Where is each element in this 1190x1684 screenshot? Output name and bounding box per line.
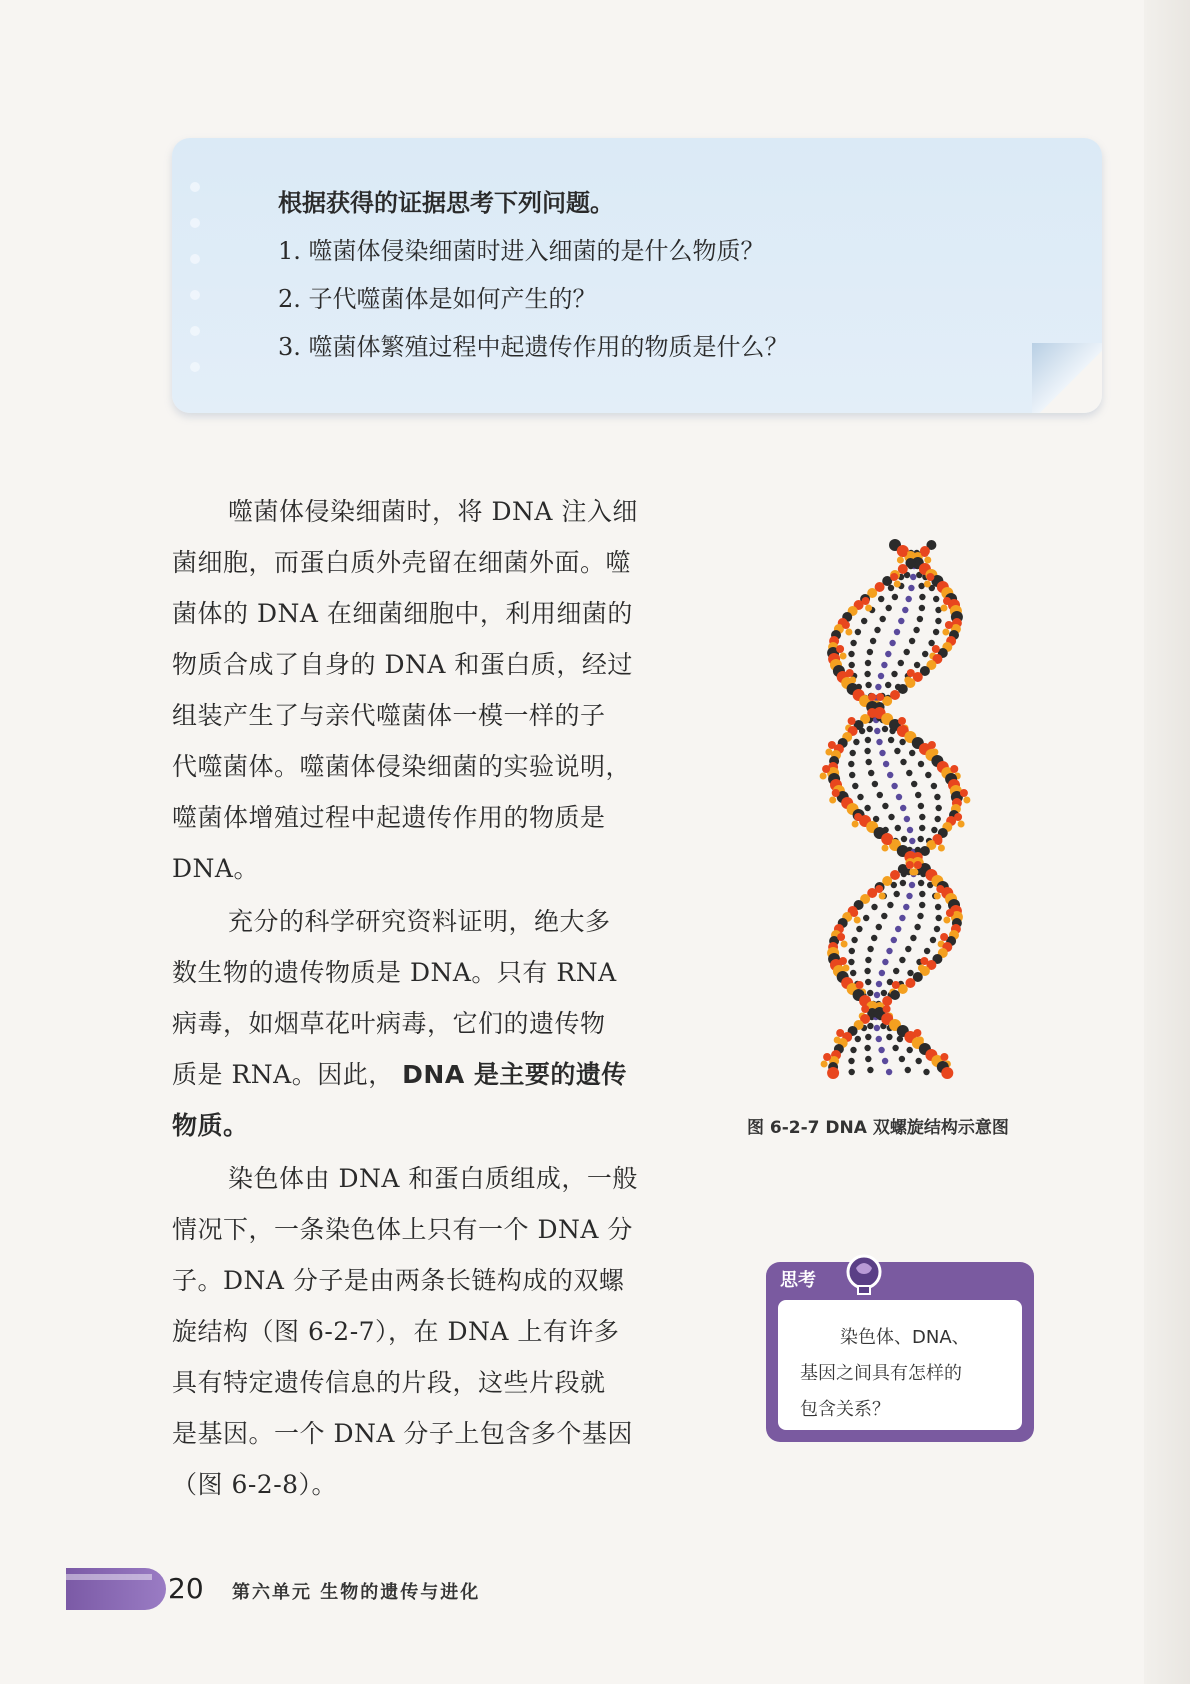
atom xyxy=(850,970,856,976)
atom xyxy=(879,970,885,976)
paragraph-1 xyxy=(172,486,656,894)
atom xyxy=(849,772,855,778)
atom xyxy=(898,618,904,624)
atom xyxy=(866,759,872,765)
atom xyxy=(839,957,847,965)
atom xyxy=(910,574,916,580)
atom xyxy=(918,836,924,842)
atom xyxy=(913,1029,921,1037)
atom xyxy=(906,861,914,869)
atom xyxy=(888,585,894,591)
atom xyxy=(867,649,873,655)
atom xyxy=(935,618,941,624)
atom xyxy=(865,605,872,612)
atom xyxy=(907,669,915,677)
atom xyxy=(919,605,925,611)
atom xyxy=(856,926,862,932)
atom xyxy=(881,662,887,668)
atom xyxy=(900,880,906,886)
question-box xyxy=(172,138,1102,413)
atom xyxy=(934,794,940,800)
footer-bar xyxy=(66,1568,166,1610)
atom xyxy=(941,605,948,612)
atom xyxy=(928,640,934,646)
atom xyxy=(940,1053,948,1061)
atom xyxy=(894,629,900,635)
atom xyxy=(822,765,830,773)
atom xyxy=(867,990,873,996)
atom xyxy=(868,693,876,701)
atom xyxy=(854,917,861,924)
atom xyxy=(900,805,906,811)
atom xyxy=(954,813,962,821)
atom xyxy=(921,549,929,557)
atom xyxy=(840,653,847,660)
atom xyxy=(909,869,916,876)
question-intro: 根据获得的证据思考下列问题。 xyxy=(278,189,614,217)
atom xyxy=(886,1034,892,1040)
atom xyxy=(863,915,869,921)
atom xyxy=(915,792,921,798)
atom xyxy=(836,645,844,653)
atom xyxy=(827,1067,839,1079)
atom xyxy=(874,728,880,734)
atom xyxy=(918,880,924,886)
atom xyxy=(891,783,897,789)
atom xyxy=(848,651,854,657)
atom xyxy=(942,629,949,636)
atom xyxy=(907,1047,913,1053)
atom xyxy=(940,933,948,941)
text-line: 噬菌体增殖过程中起遗传作用的物质是 xyxy=(172,803,606,832)
atom xyxy=(865,1034,871,1040)
atom xyxy=(870,638,876,644)
atom xyxy=(865,682,871,688)
atom xyxy=(900,759,906,765)
atom xyxy=(864,671,870,677)
atom xyxy=(924,948,930,954)
atom xyxy=(904,816,910,822)
atom xyxy=(919,902,925,908)
atom xyxy=(917,616,923,622)
atom xyxy=(878,596,884,602)
atom xyxy=(946,909,954,917)
text-line: 代噬菌体。噬菌体侵染细菌的实验说明， xyxy=(172,752,632,781)
text-line: 数生物的遗传物质是 DNA。只有 RNA xyxy=(172,958,617,987)
atom xyxy=(933,629,939,635)
dna-double-helix-illustration xyxy=(780,535,1010,1085)
atom xyxy=(891,937,897,943)
figure-caption: 图 6-2-7 DNA 双螺旋结构示意图 xyxy=(747,1118,1009,1138)
atom xyxy=(886,948,892,954)
text-line: 旋结构（图 6-2-7），在 DNA 上有许多 xyxy=(172,1317,620,1346)
atom xyxy=(881,913,887,919)
think-question: 染色体、DNA、 基因之间具有怎样的 包含关系？ xyxy=(800,1327,970,1420)
page-curl xyxy=(1032,343,1102,413)
atom xyxy=(876,739,882,745)
atom xyxy=(918,761,924,767)
atom xyxy=(864,805,870,811)
atom xyxy=(886,605,892,611)
atom xyxy=(902,607,908,613)
atom xyxy=(850,640,856,646)
atom xyxy=(938,845,945,852)
atom xyxy=(855,1036,861,1042)
atom xyxy=(933,596,939,602)
atom xyxy=(874,992,880,998)
atom xyxy=(862,597,870,605)
atom xyxy=(850,750,856,756)
atom xyxy=(864,1045,870,1051)
atom xyxy=(924,581,931,588)
atom xyxy=(950,765,958,773)
atom xyxy=(874,627,880,633)
atom xyxy=(888,737,894,743)
atom xyxy=(909,750,915,756)
atom xyxy=(850,1047,856,1053)
text-line: 具有特定遗传信息的片段，这些片段就 xyxy=(172,1368,606,1397)
atom xyxy=(896,794,902,800)
atom xyxy=(876,924,882,930)
atom xyxy=(880,616,886,622)
thinking-head-icon xyxy=(844,1252,884,1296)
atom xyxy=(871,935,877,941)
atom xyxy=(945,621,953,629)
atom xyxy=(876,1036,882,1042)
atom xyxy=(882,726,888,732)
atom xyxy=(924,557,931,564)
question-1: 1. 噬菌体侵染细菌时进入细菌的是什么物质？ xyxy=(278,237,765,265)
atom xyxy=(836,1029,844,1037)
atom xyxy=(891,671,897,677)
text-line: 情况下，一条染色体上只有一个 DNA 分 xyxy=(172,1215,633,1244)
text-line: （图 6-2-8）。 xyxy=(172,1470,338,1499)
atom xyxy=(892,981,900,989)
atom xyxy=(899,549,907,557)
text-line: 充分的科学研究资料证明，绝大多 xyxy=(228,907,611,936)
atom xyxy=(865,1056,871,1062)
atom xyxy=(887,902,893,908)
atom xyxy=(909,882,915,888)
atom xyxy=(909,638,915,644)
atom xyxy=(861,618,867,624)
atom xyxy=(895,825,901,831)
text-line: DNA。 xyxy=(172,854,259,883)
atom xyxy=(910,935,916,941)
atom xyxy=(935,816,941,822)
atom xyxy=(899,1056,905,1062)
atom xyxy=(877,792,883,798)
atom xyxy=(918,803,924,809)
text-line xyxy=(172,1100,656,1151)
atom xyxy=(874,1025,880,1031)
atom xyxy=(879,750,885,756)
atom xyxy=(936,885,944,893)
text-line: 病毒，如烟草花叶病毒，它们的遗传物 xyxy=(172,1009,606,1038)
think-box xyxy=(766,1262,1034,1442)
atom xyxy=(907,827,913,833)
atom xyxy=(936,805,942,811)
atom xyxy=(848,1058,854,1064)
atom xyxy=(943,917,950,924)
atom xyxy=(865,957,871,963)
atom xyxy=(931,783,937,789)
atom xyxy=(848,959,854,965)
atom xyxy=(867,726,873,732)
atom xyxy=(868,770,874,776)
atom xyxy=(886,1069,892,1075)
atom xyxy=(884,837,892,845)
atom xyxy=(854,813,862,821)
page-number: 20 xyxy=(168,1572,204,1605)
atom xyxy=(882,959,888,965)
atom xyxy=(916,1058,922,1064)
text-line: 噬菌体侵染细菌时，将 DNA 注入细 xyxy=(228,497,638,526)
think-tag: 思考 xyxy=(780,1270,816,1291)
atom xyxy=(867,1067,873,1073)
atom xyxy=(876,693,884,701)
atom xyxy=(919,891,925,897)
atom xyxy=(883,1005,891,1013)
atom xyxy=(894,891,900,897)
atom xyxy=(837,933,845,941)
atom xyxy=(823,1053,831,1061)
atom xyxy=(871,904,877,910)
text-line: 质是 RNA。因此， DNA 是主要的遗传 xyxy=(172,1060,627,1089)
atom xyxy=(914,662,920,668)
atom xyxy=(918,583,924,589)
text-line: 物质合成了自身的 DNA 和蛋白质，经过 xyxy=(172,650,633,679)
atom xyxy=(898,717,906,725)
atom xyxy=(919,594,925,600)
atom xyxy=(881,990,887,996)
atom xyxy=(934,926,940,932)
atom xyxy=(832,789,840,797)
atom xyxy=(899,915,905,921)
key-statement-end: 物质。 xyxy=(172,1111,249,1140)
atom xyxy=(878,1047,884,1053)
atom xyxy=(865,737,871,743)
atom xyxy=(906,770,912,776)
atom xyxy=(821,1061,828,1068)
atom xyxy=(911,781,917,787)
atom xyxy=(904,649,910,655)
atom xyxy=(872,781,878,787)
atom xyxy=(857,794,863,800)
atom xyxy=(893,968,899,974)
atom xyxy=(935,904,941,910)
paragraph-3 xyxy=(172,1153,656,1510)
atom xyxy=(906,893,912,899)
text-line: 子。DNA 分子是由两条长链构成的双螺 xyxy=(172,1266,625,1295)
atom xyxy=(909,838,915,844)
atom xyxy=(885,651,891,657)
atom xyxy=(887,772,893,778)
atom xyxy=(894,581,901,588)
atom xyxy=(923,1069,929,1075)
text-line: 是基因。一个 DNA 分子上包含多个基因 xyxy=(172,1419,633,1448)
atom xyxy=(865,979,871,985)
binder-dots xyxy=(190,182,200,398)
atom xyxy=(907,970,913,976)
atom xyxy=(892,1045,898,1051)
atom xyxy=(864,748,870,754)
paragraph-2 xyxy=(172,896,656,1151)
atom xyxy=(882,845,889,852)
atom xyxy=(934,837,942,845)
atom xyxy=(892,594,898,600)
atom xyxy=(919,825,925,831)
atom xyxy=(914,924,920,930)
atom xyxy=(846,669,854,677)
atom xyxy=(849,1069,855,1075)
atom xyxy=(963,797,970,804)
atom xyxy=(883,761,889,767)
atom xyxy=(958,821,965,828)
atom xyxy=(865,660,871,666)
atom xyxy=(848,717,856,725)
atom xyxy=(905,1067,911,1073)
atom xyxy=(906,596,912,602)
atom xyxy=(901,836,907,842)
atom xyxy=(922,651,928,657)
text-line: 菌细胞，而蛋白质外壳留在细菌外面。噬 xyxy=(172,548,632,577)
atom xyxy=(926,573,934,581)
atom xyxy=(878,673,884,679)
atom xyxy=(941,1067,953,1079)
atom xyxy=(888,814,894,820)
question-2: 2. 子代噬菌体是如何产生的？ xyxy=(278,285,597,313)
atom xyxy=(914,861,922,869)
atom xyxy=(856,981,864,989)
atom xyxy=(889,640,895,646)
atom xyxy=(930,937,936,943)
atom xyxy=(849,662,855,668)
text-line: 菌体的 DNA 在细菌细胞中，利用细菌的 xyxy=(172,599,633,628)
atom xyxy=(820,773,827,780)
atom xyxy=(851,937,857,943)
text-line: 染色体由 DNA 和蛋白质组成，一般 xyxy=(228,1164,638,1193)
atom xyxy=(928,741,936,749)
atom xyxy=(905,946,911,952)
atom xyxy=(920,957,928,965)
key-statement: DNA 是主要的遗传 xyxy=(402,1060,627,1089)
atom xyxy=(894,748,900,754)
atom xyxy=(852,821,859,828)
atom xyxy=(882,1058,888,1064)
atom xyxy=(867,946,873,952)
atom xyxy=(876,981,882,987)
atom xyxy=(867,1023,873,1029)
atom xyxy=(853,739,859,745)
atom xyxy=(932,645,940,653)
atom xyxy=(934,893,941,900)
atom xyxy=(879,893,886,900)
atom xyxy=(861,1005,869,1013)
atom xyxy=(899,739,905,745)
atom xyxy=(845,629,852,636)
atom xyxy=(936,915,942,921)
atom xyxy=(850,909,858,917)
atom xyxy=(875,885,883,893)
atom xyxy=(855,629,861,635)
atom xyxy=(852,783,858,789)
atom xyxy=(897,557,904,564)
atom xyxy=(848,761,854,767)
atom xyxy=(895,926,901,932)
atom xyxy=(864,968,870,974)
atom xyxy=(882,803,888,809)
atom xyxy=(943,597,951,605)
text-line: 组装产生了与亲代噬菌体一模一样的子 xyxy=(172,701,606,730)
atom xyxy=(960,789,968,797)
atom xyxy=(931,827,937,833)
atom xyxy=(898,660,904,666)
atom xyxy=(885,682,891,688)
atom xyxy=(903,904,909,910)
atom xyxy=(875,684,881,690)
atom xyxy=(925,772,931,778)
atom xyxy=(890,573,898,581)
atom xyxy=(913,627,919,633)
atom xyxy=(917,913,923,919)
atom xyxy=(919,814,925,820)
atom xyxy=(828,741,836,749)
atom xyxy=(908,585,914,591)
atom xyxy=(829,797,836,804)
atom xyxy=(899,957,905,963)
atom xyxy=(849,948,855,954)
page-edge xyxy=(1144,0,1190,1684)
question-3: 3. 噬菌体繁殖过程中起遗传作用的物质是什么？ xyxy=(278,333,789,361)
chapter-title: 第六单元 生物的遗传与进化 xyxy=(232,1582,481,1603)
atom xyxy=(842,621,850,629)
atom xyxy=(841,941,848,948)
